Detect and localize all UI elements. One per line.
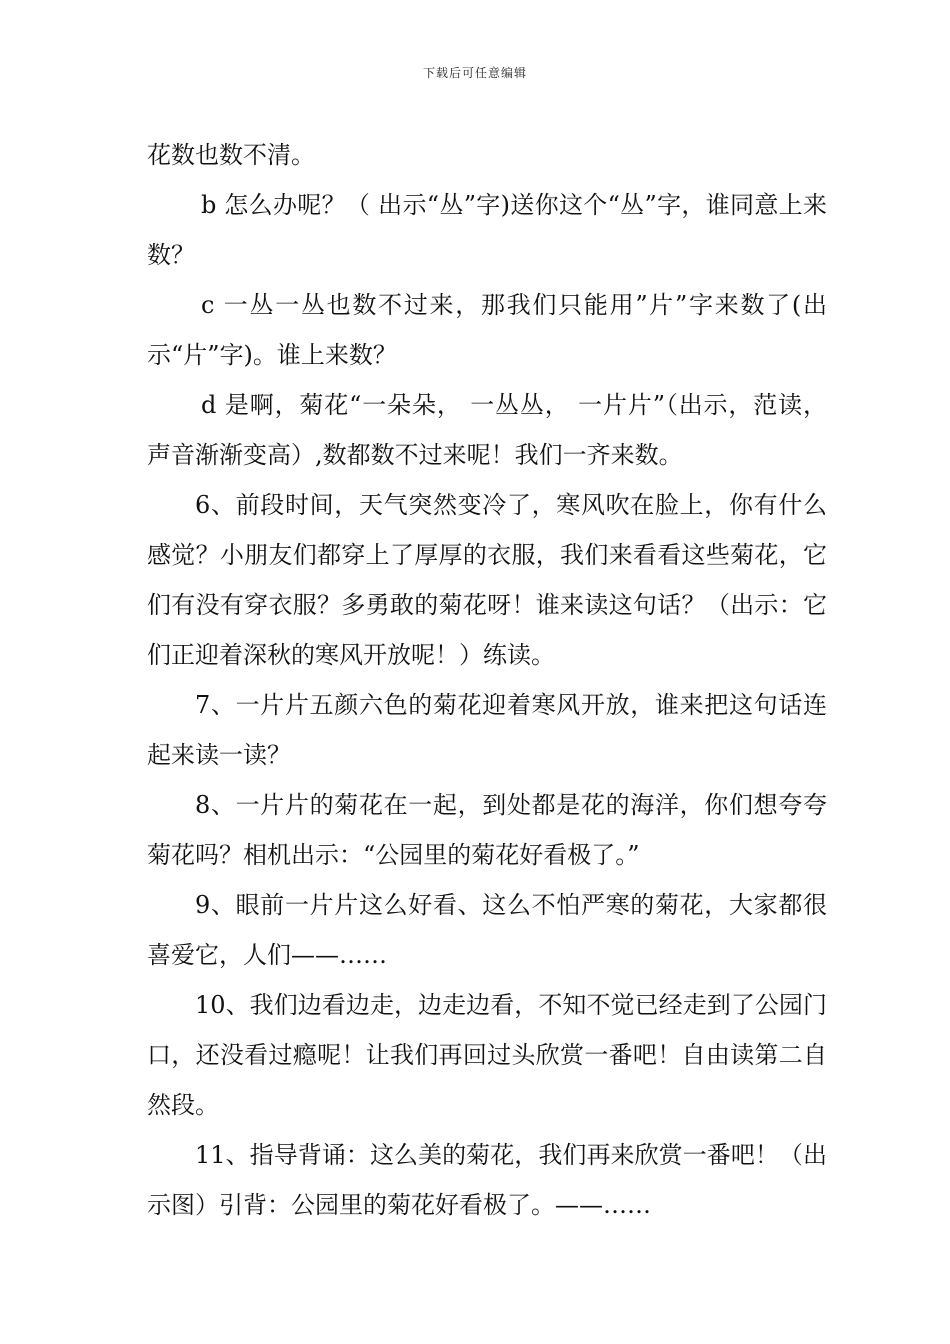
paragraph-10: 10、我们边看边走，边走边看，不知不觉已经走到了公园门口，还没看过瘾呢！让我们再回过头欣赏一番吧！自由读第二自然段。 xyxy=(147,991,827,1119)
paragraph-continuation: 花数也数不清。 xyxy=(147,141,315,169)
paragraph-9: 9、眼前一片片这么好看、这么不怕严寒的菊花，大家都很喜爱它，人们——…… xyxy=(147,891,827,969)
paragraph-b: b 怎么办呢？（ 出示“丛”字)送你这个“丛”字，谁同意上来数？ xyxy=(147,191,827,269)
paragraph-8: 8、一片片的菊花在一起，到处都是花的海洋，你们想夸夸菊花吗？相机出示：“公园里的菊花好看极了。” xyxy=(147,791,827,869)
paragraph-7: 7、一片片五颜六色的菊花迎着寒风开放，谁来把这句话连起来读一读？ xyxy=(147,691,827,769)
page-header: 下载后可任意编辑 xyxy=(422,66,527,80)
paragraph-6: 6、前段时间，天气突然变冷了，寒风吹在脸上，你有什么感觉？小朋友们都穿上了厚厚的衣服，我们来看看这些菊花，它们有没有穿衣服？多勇敢的菊花呀！谁来读这句话？（出示：它们正迎着深秋的寒风开放呢！）练读。 xyxy=(147,491,827,669)
paragraph-d: d 是啊，菊花“一朵朵， 一丛丛， 一片片”（出示，范读， 声音渐渐变高）,数都数不过来呢！我们一齐来数。 xyxy=(147,391,835,469)
paragraph-c: c 一丛一丛也数不过来，那我们只能用”片”字来数了(出示“片”字)。谁上来数？ xyxy=(147,291,827,369)
document-body xyxy=(147,130,835,1230)
paragraph-11: 11、指导背诵：这么美的菊花，我们再来欣赏一番吧！（出示图）引背：公园里的菊花好看极了。——…… xyxy=(147,1141,827,1219)
